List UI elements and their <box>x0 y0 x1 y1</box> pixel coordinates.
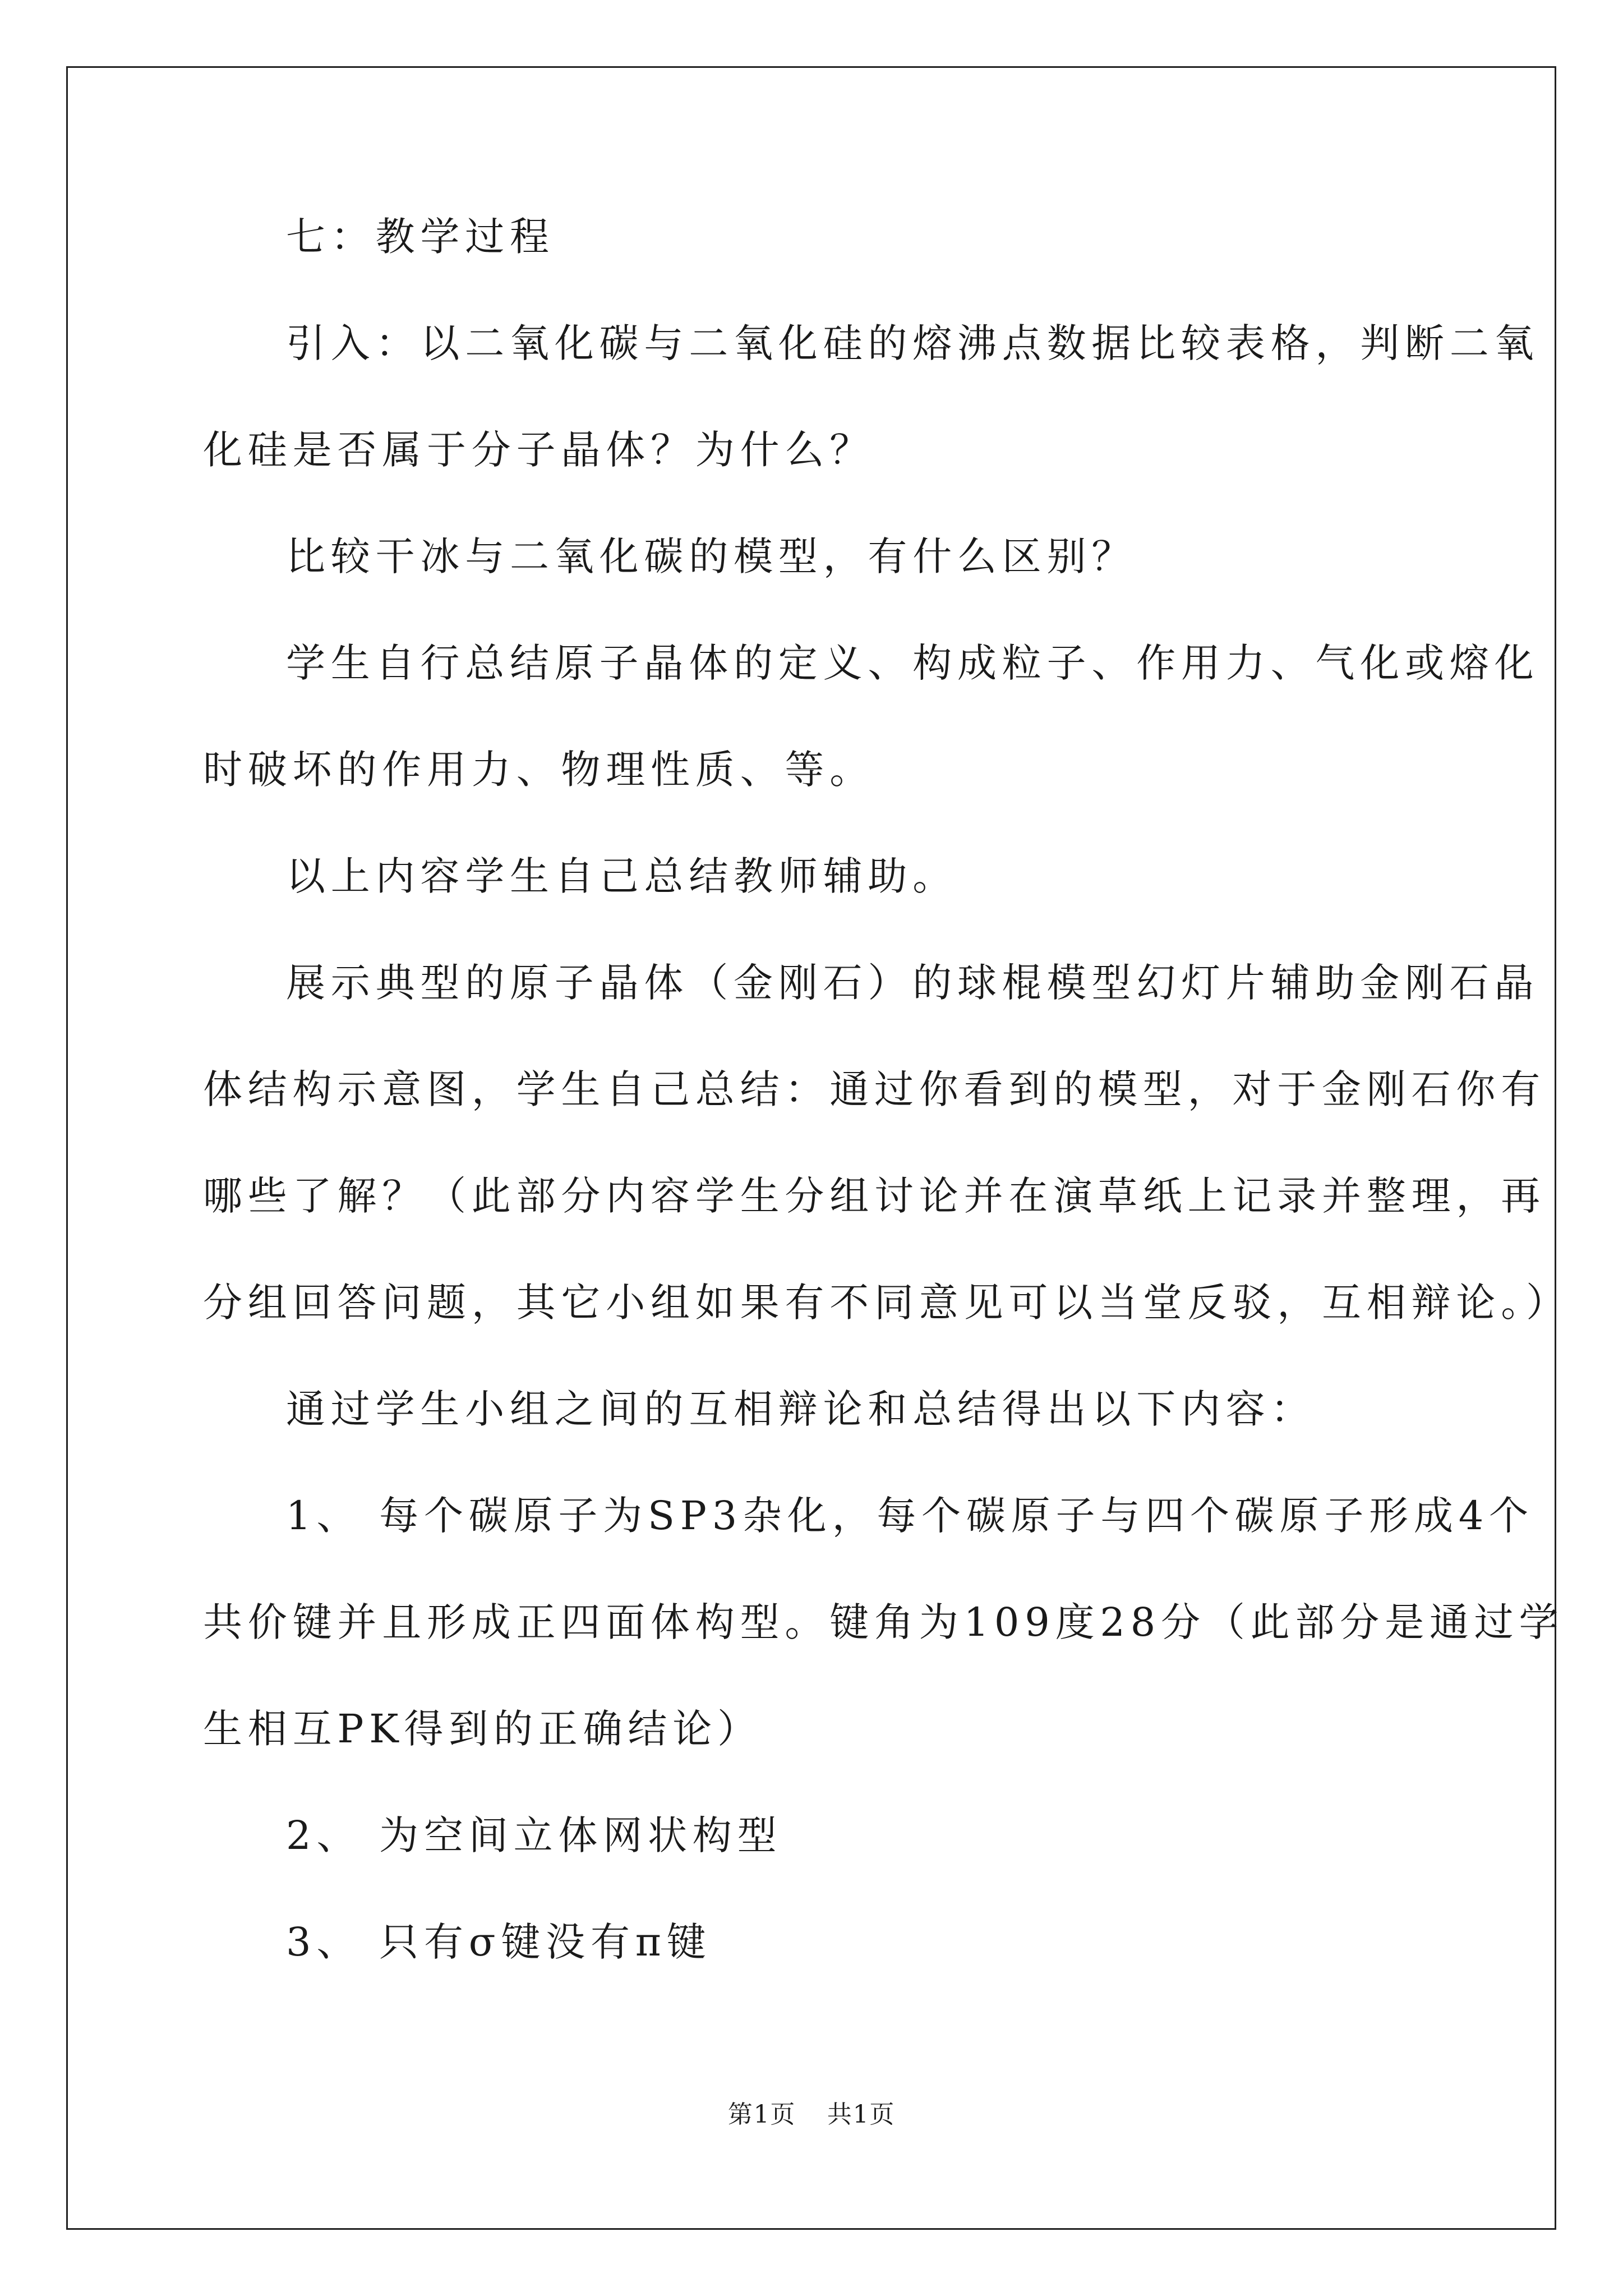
paragraph-line: 引入：以二氧化碳与二氧化硅的熔沸点数据比较表格，判断二氧 <box>286 320 1539 366</box>
list-item: 3、 只有σ键没有π键 <box>286 1919 712 1965</box>
page-number-current: 第1页 <box>727 2100 796 2129</box>
paragraph-line: 时破坏的作用力、物理性质、等。 <box>203 747 874 793</box>
paragraph-line: 七：教学过程 <box>286 214 555 260</box>
paragraph-line: 哪些了解？（此部分内容学生分组讨论并在演草纸上记录并整理，再 <box>203 1173 1546 1219</box>
paragraph-line: 化硅是否属于分子晶体？为什么？ <box>203 427 874 473</box>
paragraph-line: 以上内容学生自己总结教师辅助。 <box>286 853 957 899</box>
paragraph-line: 学生自行总结原子晶体的定义、构成粒子、作用力、气化或熔化 <box>286 640 1539 686</box>
paragraph-line: 展示典型的原子晶体（金刚石）的球棍模型幻灯片辅助金刚石晶 <box>286 960 1539 1006</box>
paragraph-line: 体结构示意图，学生自己总结：通过你看到的模型，对于金刚石你有 <box>203 1066 1546 1112</box>
paragraph-line: 比较干冰与二氧化碳的模型，有什么区别？ <box>286 533 1137 579</box>
paragraph-line: 共价键并且形成正四面体构型。键角为109度28分（此部分是通过学 <box>203 1599 1564 1645</box>
paragraph-line: 分组回答问题，其它小组如果有不同意见可以当堂反驳，互相辩论。） <box>203 1280 1571 1326</box>
paragraph-line: 生相互PK得到的正确结论） <box>203 1706 762 1752</box>
page-number-total: 共1页 <box>827 2100 896 2129</box>
paragraph-line: 通过学生小组之间的互相辩论和总结得出以下内容： <box>286 1386 1316 1432</box>
list-item: 2、 为空间立体网状构型 <box>286 1812 782 1858</box>
list-item: 1、 每个碳原子为SP3杂化，每个碳原子与四个碳原子形成4个 <box>286 1493 1534 1539</box>
document-body <box>203 210 1571 1969</box>
page-footer <box>0 2098 1623 2132</box>
